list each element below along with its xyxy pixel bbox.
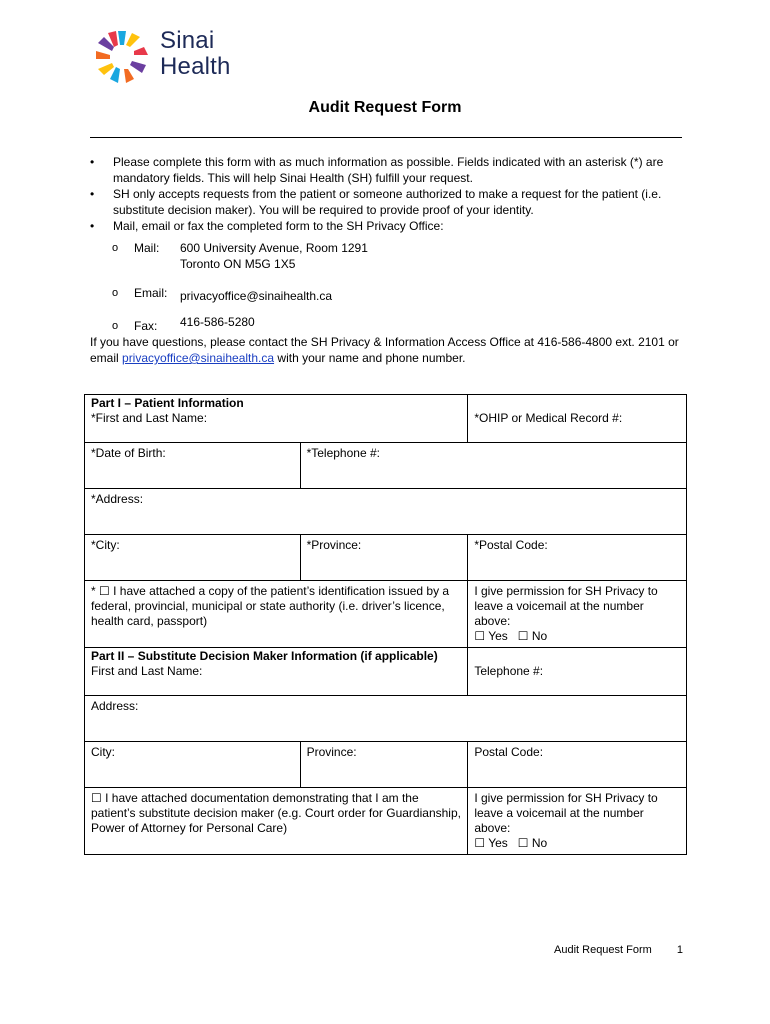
logo-petal <box>98 63 114 75</box>
logo-petal <box>126 33 140 47</box>
questions-text-end: with your name and phone number. <box>274 351 466 365</box>
patient-address-label: *Address: <box>91 492 144 506</box>
patient-phone-label: *Telephone #: <box>306 446 380 460</box>
patient-dob-field[interactable] <box>85 443 301 489</box>
audit-request-table <box>84 394 687 855</box>
sub-bullet: o <box>112 320 119 332</box>
contact-mail <box>90 240 690 256</box>
sub-bullet: o <box>112 242 119 254</box>
contact-mail-line-2 <box>90 256 690 272</box>
page-number: 1 <box>676 944 684 956</box>
footer-label: Audit Request Form <box>554 944 652 956</box>
patient-voicemail-text: I give permission for SH Privacy to leave a voicemail at the number above: <box>474 584 658 628</box>
sdm-city-field[interactable] <box>85 742 301 788</box>
email-value: privacyoffice@sinaihealth.ca <box>180 289 333 303</box>
page-title: Audit Request Form <box>308 99 462 116</box>
patient-name-label: *First and Last Name: <box>91 411 208 425</box>
sdm-name-label: First and Last Name: <box>91 664 203 678</box>
privacy-email-link[interactable]: privacyoffice@sinaihealth.ca <box>122 351 275 365</box>
patient-voicemail-yes[interactable]: ☐ Yes <box>474 629 508 643</box>
contact-fax <box>90 316 690 332</box>
sdm-postal-field[interactable] <box>468 742 687 788</box>
logo-wordmark <box>160 28 231 80</box>
patient-address-field[interactable] <box>85 489 687 535</box>
sdm-voicemail-no[interactable]: ☐ No <box>517 836 548 850</box>
logo-petal <box>130 61 146 73</box>
mail-address-line-2: Toronto ON M5G 1X5 <box>180 257 296 271</box>
sdm-province-label: Province: <box>306 745 357 759</box>
logo-petal <box>124 69 134 83</box>
patient-city-label: *City: <box>91 538 120 552</box>
fax-label: Fax: <box>134 319 158 333</box>
part2-heading: Part II – Substitute Decision Maker Information (if applicable) <box>91 649 438 663</box>
sdm-phone-field[interactable] <box>468 648 687 696</box>
part1-header-row <box>85 395 687 443</box>
sdm-doc-attestation <box>85 788 468 855</box>
sdm-voicemail-yes[interactable]: ☐ Yes <box>474 836 508 850</box>
sdm-address-label: Address: <box>91 699 139 713</box>
mail-address-line-1: 600 University Avenue, Room 1291 <box>180 241 368 255</box>
contact-email <box>90 285 690 301</box>
questions-paragraph <box>90 334 680 366</box>
fax-value: 416-586-5280 <box>180 315 255 329</box>
sub-bullet: o <box>112 287 119 299</box>
patient-phone-field[interactable] <box>300 443 686 489</box>
part1-heading: Part I – Patient Information <box>91 396 244 410</box>
patient-id-text: I have attached a copy of the patient’s identification issued by a federal, provincial, municipal or state authority (i.e. driver’s licence, health card, passport) <box>91 584 450 628</box>
dob-label: *Date of Birth: <box>91 446 166 460</box>
patient-voicemail-permission <box>468 581 687 648</box>
sdm-postal-label: Postal Code: <box>474 745 544 759</box>
ohip-label: *OHIP or Medical Record #: <box>474 411 623 425</box>
sdm-voicemail-text: I give permission for SH Privacy to leave a voicemail at the number above: <box>474 791 658 835</box>
patient-city-field[interactable] <box>85 535 301 581</box>
instructions <box>90 154 690 332</box>
sdm-voicemail-permission <box>468 788 687 855</box>
email-label: Email: <box>134 286 168 300</box>
patient-name-field[interactable] <box>85 395 468 443</box>
patient-province-label: *Province: <box>306 538 362 552</box>
patient-ohip-field[interactable] <box>468 395 687 443</box>
logo-petal <box>110 67 120 83</box>
sdm-city-label: City: <box>91 745 115 759</box>
patient-id-attestation <box>85 581 468 648</box>
logo-line-1: Sinai <box>160 27 215 54</box>
patient-province-field[interactable] <box>300 535 468 581</box>
patient-id-checkbox[interactable]: * ☐ <box>91 584 110 598</box>
logo-petal <box>118 31 126 45</box>
mail-label: Mail: <box>134 241 160 255</box>
sdm-doc-text: I have attached documentation demonstrating that I am the patient’s substitute decision maker (e.g. Court order for Guardianship, Power of Attorney for Personal Care) <box>91 791 461 835</box>
sdm-phone-label: Telephone #: <box>474 664 544 678</box>
title-divider <box>90 137 682 138</box>
patient-postal-field[interactable] <box>468 535 687 581</box>
instruction-bullet-1: • Please complete this form with as much information as possible. Fields indicated with an asterisk (*) are mandatory fields. This will help Sinai Health (SH) fulfill your request. <box>90 154 690 186</box>
instruction-bullet-2: • SH only accepts requests from the patient or someone authorized to make a request for the patient (i.e. substitute decision maker). You will be required to provide proof of your identity. <box>90 186 690 218</box>
sdm-name-field[interactable] <box>85 648 468 696</box>
logo-line-2: Health <box>160 53 231 80</box>
patient-voicemail-no[interactable]: ☐ No <box>517 629 548 643</box>
patient-postal-label: *Postal Code: <box>474 538 548 552</box>
logo-petal <box>134 47 148 55</box>
sdm-province-field[interactable] <box>300 742 468 788</box>
instruction-bullet-3: • Mail, email or fax the completed form to the SH Privacy Office: <box>90 218 690 234</box>
sdm-doc-checkbox[interactable]: ☐ <box>91 791 102 805</box>
logo-petal <box>96 51 110 59</box>
sdm-address-field[interactable] <box>85 696 687 742</box>
footer <box>554 944 683 956</box>
questions-text: If you have questions, please contact the SH Privacy & Information Access Office at 416-586-4800 ext. 2101 or email <box>90 335 679 365</box>
